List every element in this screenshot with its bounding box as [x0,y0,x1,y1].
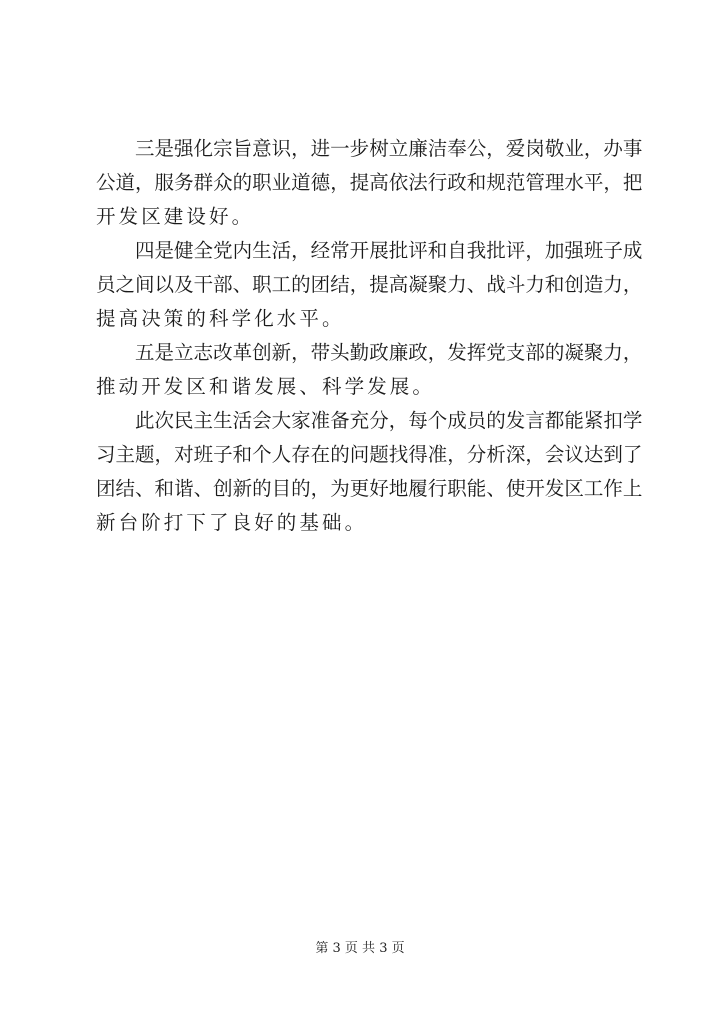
paragraph-3 [96,336,643,404]
paragraph-2 [96,234,643,336]
paragraph-line: 五 是 立 志 改 革 创 新 ， 带 头 勤 政 廉 政 ， 发 挥 党 支 部 的 凝 聚 力 ， [135,341,643,364]
paragraph-line: 习 主 题 ， 对 班 子 和 个 人 存 在 的 问 题 找 得 准 ， 分 析 深 ， 会 议 达 到 了 [96,443,643,466]
paragraph-line: 开发区建设好。 [96,205,255,228]
paragraph-line: 新台阶打下了良好的基础。 [96,511,368,534]
paragraph-line: 团 结 、 和 谐 、 创 新 的 目 的 ， 为 更 好 地 履 行 职 能 、 使 开 发 区 工 作 上 [96,477,643,500]
document-body [96,132,643,540]
paragraph-line: 推动开发区和谐发展、科学发展。 [96,375,436,398]
paragraph-line: 三 是 强 化 宗 旨 意 识 ， 进 一 步 树 立 廉 洁 奉 公 ， 爱 岗 敬 业 ， 办 事 [135,137,643,160]
paragraph-1 [96,132,643,234]
paragraph-line: 公 道 ， 服 务 群 众 的 职 业 道 德 ， 提 高 依 法 行 政 和 规 范 管 理 水 平 ， 把 [96,171,643,194]
paragraph-line: 提高决策的科学化水平。 [96,307,345,330]
page-number-footer: 第 3 页 共 3 页 [315,941,405,956]
paragraph-line: 员 之 间 以 及 干 部 、 职 工 的 团 结 ， 提 高 凝 聚 力 、 战 斗 力 和 创 造 力 ， [96,273,643,296]
paragraph-line: 此 次 民 主 生 活 会 大 家 准 备 充 分 ， 每 个 成 员 的 发 言 都 能 紧 扣 学 [135,409,643,432]
paragraph-line: 四 是 健 全 党 内 生 活 ， 经 常 开 展 批 评 和 自 我 批 评 ， 加 强 班 子 成 [135,239,643,262]
paragraph-4 [96,404,643,540]
